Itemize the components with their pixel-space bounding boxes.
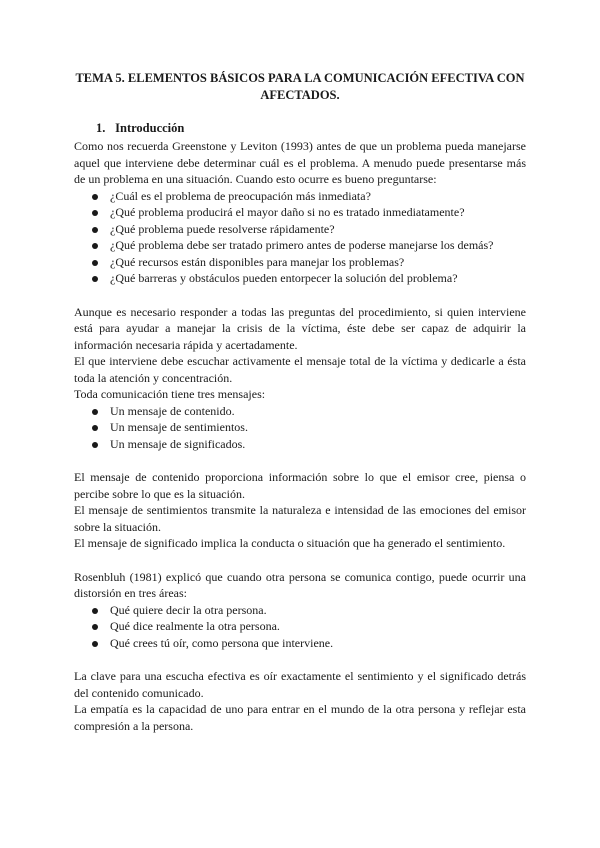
paragraph: El mensaje de sentimientos transmite la naturaleza e intensidad de las emociones del emisor sobre la situación. — [74, 503, 526, 534]
intro-paragraph: Como nos recuerda Greenstone y Leviton (1993) antes de que un problema pueda manejarse aquel que interviene debe determinar cuál es el problema. A menudo puede presentarse más de un problema en una situación. Cuando esto ocurre es bueno preguntarse: — [74, 139, 526, 186]
spacer — [74, 552, 526, 569]
paragraph: El mensaje de significado implica la conducta o situación que ha generado el sentimiento. — [74, 536, 506, 550]
questions-list — [74, 188, 526, 287]
list-item: Qué quiere decir la otra persona. — [110, 602, 526, 619]
list-item: ¿Qué problema producirá el mayor daño si no es tratado inmediatamente? — [110, 204, 526, 221]
list-item: ¿Qué problema puede resolverse rápidamente? — [110, 221, 526, 238]
list-item: ¿Cuál es el problema de preocupación más inmediata? — [110, 188, 526, 205]
paragraph: La clave para una escucha efectiva es oír exactamente el sentimiento y el significado detrás del contenido comunicado. — [74, 669, 526, 700]
paragraph: El que interviene debe escuchar activamente el mensaje total de la víctima y dedicarle a ésta toda la atención y concentración. — [74, 354, 526, 385]
messages-list — [74, 403, 526, 453]
document-title: TEMA 5. ELEMENTOS BÁSICOS PARA LA COMUNICACIÓN EFECTIVA CON AFECTADOS. — [75, 71, 525, 102]
paragraph: La empatía es la capacidad de uno para entrar en el mundo de la otra persona y reflejar esta compresión a la persona. — [74, 702, 526, 733]
spacer — [74, 287, 526, 304]
document-body — [74, 138, 526, 734]
spacer — [74, 651, 526, 668]
spacer — [74, 452, 526, 469]
list-item: Qué dice realmente la otra persona. — [110, 618, 526, 635]
section-label: Introducción — [115, 121, 185, 135]
list-item: ¿Qué barreras y obstáculos pueden entorpecer la solución del problema? — [110, 270, 526, 287]
paragraph: Rosenbluh (1981) explicó que cuando otra persona se comunica contigo, puede ocurrir una distorsión en tres áreas: — [74, 569, 526, 600]
paragraph: Toda comunicación tiene tres mensajes: — [74, 387, 266, 401]
list-item: ¿Qué problema debe ser tratado primero antes de poderse manejarse los demás? — [110, 237, 526, 254]
list-item: Qué crees tú oír, como persona que interviene. — [110, 635, 526, 652]
paragraph: El mensaje de contenido proporciona información sobre lo que el emisor cree, piensa o percibe sobre lo que es la situación. — [74, 470, 526, 501]
areas-list — [74, 602, 526, 652]
list-item: Un mensaje de significados. — [110, 436, 526, 453]
list-item: Un mensaje de contenido. — [110, 403, 526, 420]
section-heading — [96, 120, 184, 136]
list-item: Un mensaje de sentimientos. — [110, 419, 526, 436]
list-item: ¿Qué recursos están disponibles para manejar los problemas? — [110, 254, 526, 271]
section-number: 1. — [96, 121, 106, 135]
paragraph: Aunque es necesario responder a todas las preguntas del procedimiento, si quien interviene está para ayudar a manejar la crisis de la víctima, éste debe ser capaz de adquirir la información necesaria rápida y acertadamente. — [74, 304, 526, 352]
